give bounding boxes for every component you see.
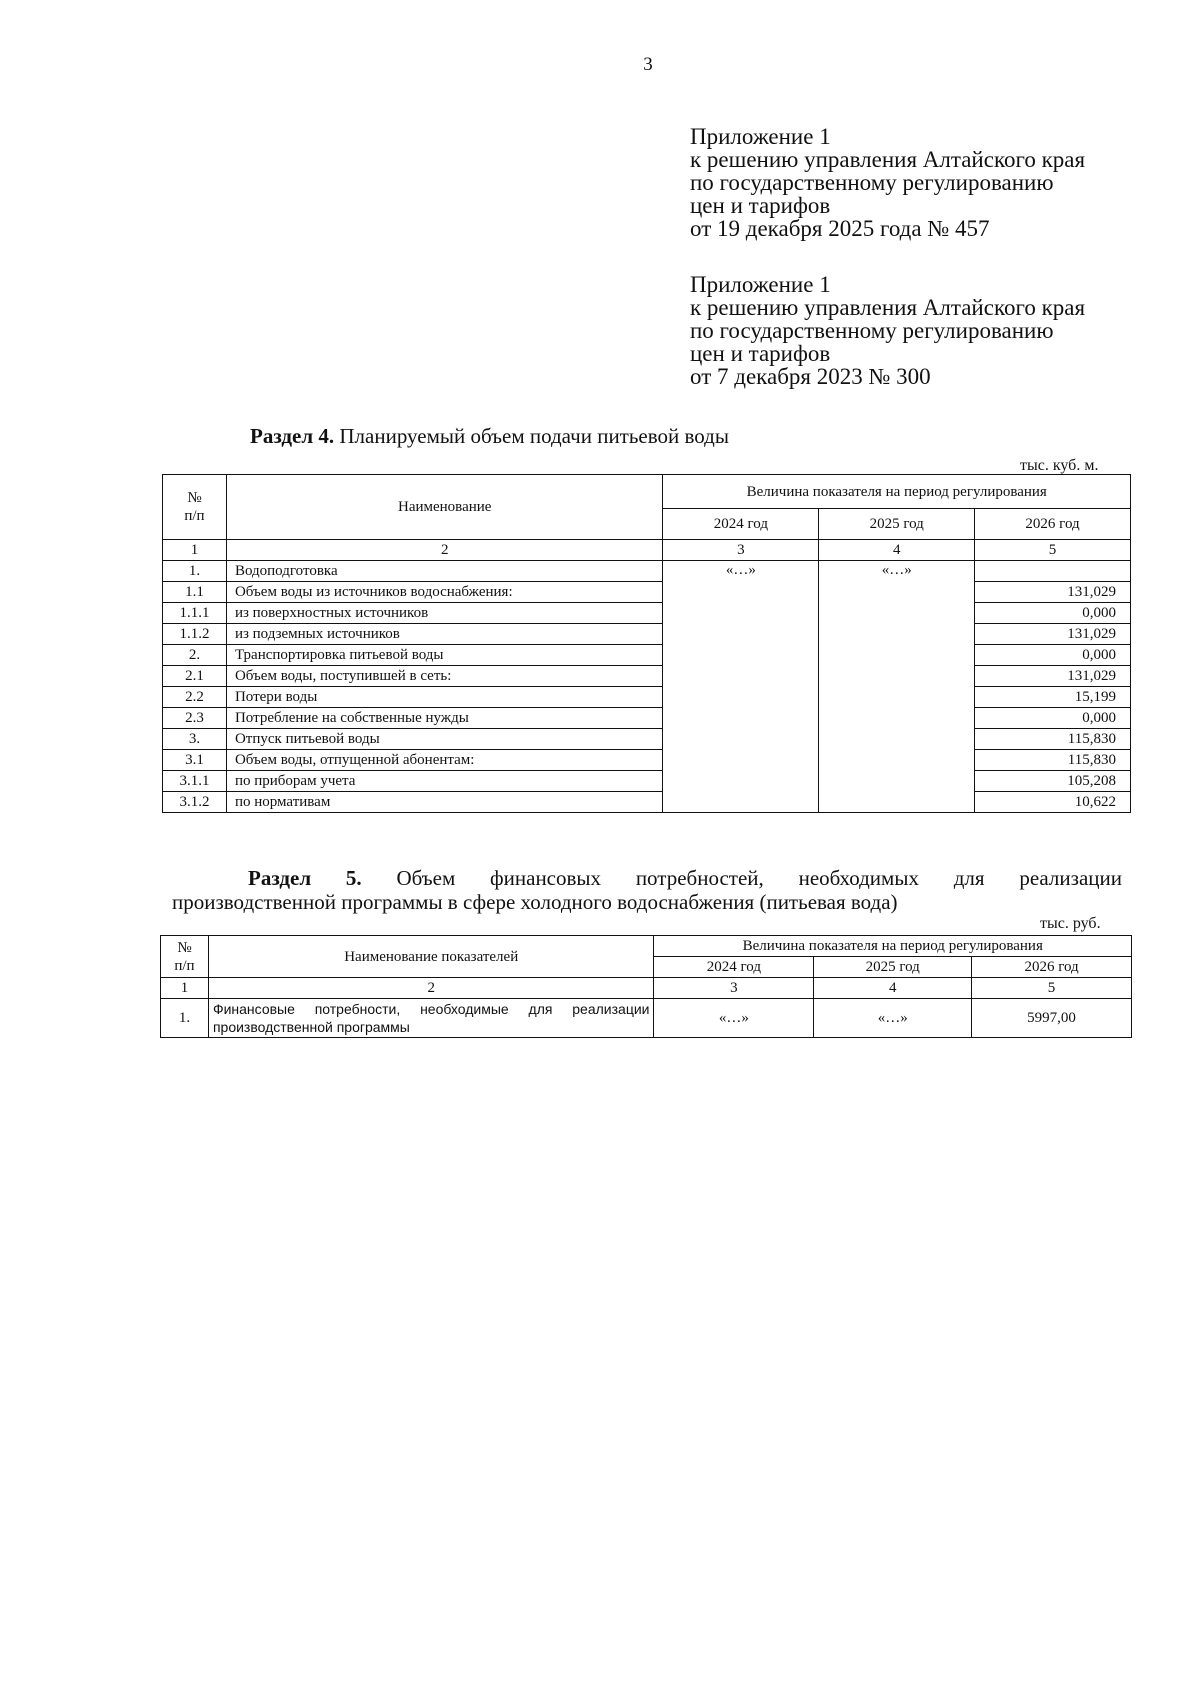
table-row — [163, 624, 1131, 645]
table-row — [163, 603, 1131, 624]
section4-unit: тыс. куб. м. — [1020, 457, 1099, 474]
header-num: № п/п — [161, 936, 209, 978]
table-row — [161, 999, 1132, 1038]
header-period: Величина показателя на период регулирования — [663, 475, 1131, 509]
table-row — [163, 645, 1131, 666]
header-year: 2024 год — [663, 509, 819, 540]
value-2026: 0,000 — [975, 708, 1131, 729]
row-name: по приборам учета — [226, 771, 663, 792]
value-2026: 115,830 — [975, 729, 1131, 750]
row-name: Объем воды, отпущенной абонентам: — [226, 750, 663, 771]
row-name: из поверхностных источников — [226, 603, 663, 624]
table-header-row — [163, 475, 1131, 509]
value-2026 — [975, 561, 1131, 582]
header-num: № п/п — [163, 475, 227, 540]
appendix-line: от 19 декабря 2025 года № 457 — [690, 216, 990, 241]
row-name: Транспортировка питьевой воды — [226, 645, 663, 666]
row-num: 2.1 — [163, 666, 227, 687]
value-2026: 115,830 — [975, 750, 1131, 771]
value-2026: 105,208 — [975, 771, 1131, 792]
header-year: 2025 год — [814, 957, 972, 978]
section5-title-text1: Объем финансовых потребностей, необходимых для реализации — [396, 866, 1122, 890]
col-number: 5 — [975, 540, 1131, 561]
appendix-line: по государственному регулированию — [690, 318, 1054, 343]
section5-title-line2: производственной программы в сфере холодного водоснабжения (питьевая вода) — [172, 890, 898, 914]
value-2026: 0,000 — [975, 603, 1131, 624]
row-num: 2.2 — [163, 687, 227, 708]
table-column-numbers — [161, 978, 1132, 999]
value-2026: 131,029 — [975, 582, 1131, 603]
water-volume-table — [162, 474, 1131, 813]
row-num: 1.1.2 — [163, 624, 227, 645]
table-row — [163, 771, 1131, 792]
table-row — [163, 729, 1131, 750]
row-num: 3.1 — [163, 750, 227, 771]
appendix-line: от 7 декабря 2023 № 300 — [690, 364, 931, 389]
row-num: 3.1.2 — [163, 792, 227, 813]
col-number: 4 — [814, 978, 972, 999]
table-row — [163, 750, 1131, 771]
appendix-line: цен и тарифов — [690, 341, 831, 366]
col-number: 2 — [208, 978, 654, 999]
col-number: 3 — [654, 978, 814, 999]
row-num: 2.3 — [163, 708, 227, 729]
header-period: Величина показателя на период регулирования — [654, 936, 1132, 957]
row-num: 1.1 — [163, 582, 227, 603]
table-row — [163, 792, 1131, 813]
appendix-line: к решению управления Алтайского края — [690, 147, 1086, 172]
col-number: 1 — [163, 540, 227, 561]
value-2026: 15,199 — [975, 687, 1131, 708]
value-2026: 131,029 — [975, 624, 1131, 645]
header-name: Наименование показателей — [208, 936, 654, 978]
col-number: 4 — [819, 540, 975, 561]
row-name: Потребление на собственные нужды — [226, 708, 663, 729]
col-number: 1 — [161, 978, 209, 999]
header-year: 2026 год — [972, 957, 1132, 978]
appendix-line: Приложение 1 — [690, 124, 831, 149]
header-name: Наименование — [226, 475, 663, 540]
header-year: 2024 год — [654, 957, 814, 978]
appendix-line: цен и тарифов — [690, 193, 831, 218]
row-name: Отпуск питьевой воды — [226, 729, 663, 750]
row-num: 2. — [163, 645, 227, 666]
row-num: 1.1.1 — [163, 603, 227, 624]
header-year: 2025 год — [819, 509, 975, 540]
page-number: 3 — [643, 54, 653, 75]
table-header-row — [161, 936, 1132, 957]
appendix-previous — [690, 273, 1085, 388]
row-name: Потери воды — [226, 687, 663, 708]
table-row — [163, 582, 1131, 603]
row-name: Финансовые потребности, необходимые для реализации производственной программы — [208, 999, 654, 1038]
section5-unit: тыс. руб. — [1040, 915, 1101, 932]
value-2025-placeholder: «…» — [819, 561, 975, 813]
financial-needs-table — [160, 935, 1132, 1038]
row-num: 3.1.1 — [163, 771, 227, 792]
row-num: 1. — [163, 561, 227, 582]
value-2024: «…» — [654, 999, 814, 1038]
header-year: 2026 год — [975, 509, 1131, 540]
col-number: 2 — [226, 540, 663, 561]
appendix-line: Приложение 1 — [690, 272, 831, 297]
row-name: по нормативам — [226, 792, 663, 813]
value-2024-placeholder: «…» — [663, 561, 819, 813]
col-number: 3 — [663, 540, 819, 561]
row-num: 3. — [163, 729, 227, 750]
value-2026: 131,029 — [975, 666, 1131, 687]
appendix-current — [690, 125, 1085, 240]
col-number: 5 — [972, 978, 1132, 999]
value-2026: 10,622 — [975, 792, 1131, 813]
section5-label: Раздел 5. — [248, 866, 362, 890]
value-2026: 5997,00 — [972, 999, 1132, 1038]
row-num: 1. — [161, 999, 209, 1038]
table-row — [163, 708, 1131, 729]
row-name: из подземных источников — [226, 624, 663, 645]
row-name: Объем воды, поступившей в сеть: — [226, 666, 663, 687]
table-row — [163, 666, 1131, 687]
section5-title — [172, 866, 1122, 914]
section4-label: Раздел 4. — [250, 424, 335, 448]
table-row — [163, 561, 1131, 582]
value-2025: «…» — [814, 999, 972, 1038]
table-column-numbers — [163, 540, 1131, 561]
value-2026: 0,000 — [975, 645, 1131, 666]
section5-title-line1 — [172, 866, 1122, 890]
table-row — [163, 687, 1131, 708]
row-name: Объем воды из источников водоснабжения: — [226, 582, 663, 603]
row-name: Водоподготовка — [226, 561, 663, 582]
appendix-line: к решению управления Алтайского края — [690, 295, 1086, 320]
appendix-line: по государственному регулированию — [690, 170, 1054, 195]
section4-title — [250, 424, 729, 449]
section4-title-text: Планируемый объем подачи питьевой воды — [339, 424, 729, 448]
